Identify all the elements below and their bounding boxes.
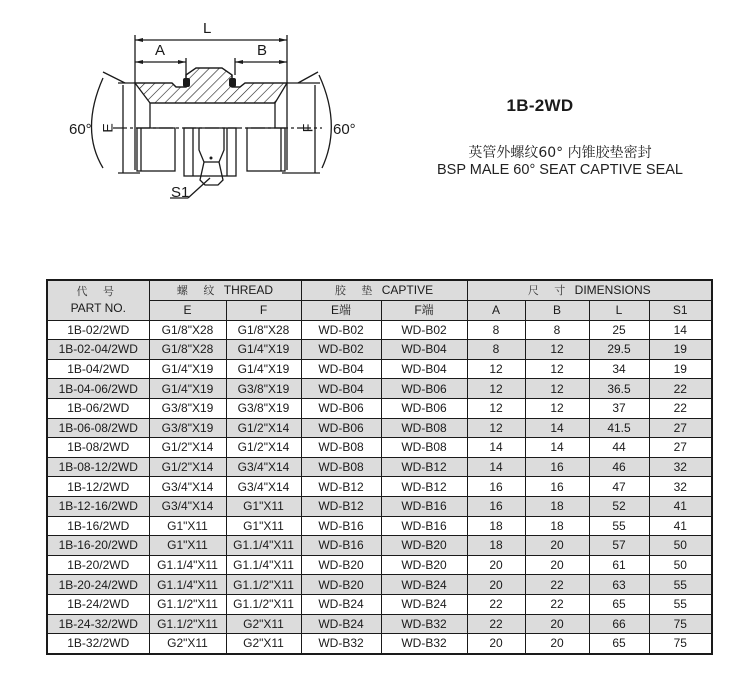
cell-thread-e: G1"X11 [149,536,226,556]
cell-dim-s1: 41 [649,496,712,516]
cell-thread-f: G1.1/4"X11 [226,536,301,556]
cell-dim-b: 18 [525,516,589,536]
cell-dim-a: 16 [467,477,525,497]
cell-thread-f: G1"X11 [226,496,301,516]
cell-dim-b: 14 [525,418,589,438]
cell-dim-s1: 75 [649,614,712,634]
fitting-cross-section-drawing [60,10,380,210]
cell-captive-e: WD-B08 [301,457,381,477]
cell-part-no: 1B-08/2WD [47,438,149,458]
cell-dim-b: 22 [525,594,589,614]
table-row [47,496,712,516]
cell-part-no: 1B-06-08/2WD [47,418,149,438]
dimension-label-A: A [155,42,166,59]
cell-captive-e: WD-B16 [301,536,381,556]
cell-part-no: 1B-16/2WD [47,516,149,536]
cell-thread-f: G1/2"X14 [226,438,301,458]
cell-captive-f: WD-B02 [381,320,467,340]
cell-dim-l: 37 [589,398,649,418]
dimension-label-S1: S1 [171,184,190,201]
cell-dim-l: 63 [589,575,649,595]
cell-dim-l: 52 [589,496,649,516]
cell-dim-l: 66 [589,614,649,634]
cell-dim-l: 47 [589,477,649,497]
cell-dim-s1: 50 [649,555,712,575]
cell-captive-f: WD-B32 [381,614,467,634]
cell-part-no: 1B-02-04/2WD [47,340,149,360]
cell-part-no: 1B-06/2WD [47,398,149,418]
cell-part-no: 1B-20-24/2WD [47,575,149,595]
cell-dim-s1: 22 [649,398,712,418]
dimension-label-E: E [99,123,116,133]
dimensions-table [46,279,713,655]
cell-captive-f: WD-B04 [381,359,467,379]
cell-dim-a: 20 [467,575,525,595]
cell-captive-f: WD-B04 [381,340,467,360]
cell-captive-f: WD-B12 [381,477,467,497]
table-row [47,536,712,556]
column-header-s1: S1 [649,301,712,321]
table-row [47,379,712,399]
cell-dim-a: 8 [467,340,525,360]
table-row [47,418,712,438]
cell-thread-e: G1/4"X19 [149,359,226,379]
column-header-a: A [467,301,525,321]
cell-dim-b: 20 [525,634,589,654]
cell-dim-b: 12 [525,340,589,360]
header-captive [301,280,467,301]
cell-part-no: 1B-12/2WD [47,477,149,497]
cell-captive-f: WD-B20 [381,536,467,556]
cell-part-no: 1B-24/2WD [47,594,149,614]
cell-dim-a: 22 [467,614,525,634]
cell-thread-e: G3/4"X14 [149,496,226,516]
cell-dim-a: 16 [467,496,525,516]
cell-thread-f: G3/8"X19 [226,398,301,418]
header-thread-cn: 螺 纹 [176,284,221,297]
cell-dim-l: 36.5 [589,379,649,399]
cell-captive-f: WD-B12 [381,457,467,477]
cell-dim-b: 18 [525,496,589,516]
table-row [47,438,712,458]
cell-captive-e: WD-B06 [301,418,381,438]
cell-captive-e: WD-B16 [301,516,381,536]
dimension-label-L: L [203,20,212,37]
cell-captive-e: WD-B08 [301,438,381,458]
subtitle-chinese: 英管外螺纹60° 内锥胶垫密封 [468,145,652,161]
cell-dim-b: 16 [525,457,589,477]
cell-captive-f: WD-B06 [381,398,467,418]
cell-dim-s1: 22 [649,379,712,399]
cell-captive-e: WD-B12 [301,477,381,497]
cell-thread-e: G1.1/4"X11 [149,575,226,595]
cell-part-no: 1B-16-20/2WD [47,536,149,556]
cell-thread-f: G2"X11 [226,634,301,654]
cell-captive-f: WD-B16 [381,516,467,536]
cell-dim-l: 34 [589,359,649,379]
table-row [47,594,712,614]
cell-dim-s1: 41 [649,516,712,536]
table-row [47,575,712,595]
cell-captive-f: WD-B08 [381,418,467,438]
column-header-f: F [226,301,301,321]
cell-captive-e: WD-B04 [301,359,381,379]
table-row [47,359,712,379]
cell-part-no: 1B-24-32/2WD [47,614,149,634]
dimension-label-F: F [299,123,316,133]
cell-dim-s1: 55 [649,575,712,595]
cell-dim-a: 20 [467,634,525,654]
cell-dim-s1: 19 [649,359,712,379]
cell-captive-f: WD-B24 [381,594,467,614]
cell-dim-s1: 27 [649,438,712,458]
cell-dim-b: 16 [525,477,589,497]
cell-captive-f: WD-B16 [381,496,467,516]
cell-thread-e: G1/2"X14 [149,457,226,477]
cell-captive-e: WD-B20 [301,575,381,595]
cell-part-no: 1B-02/2WD [47,320,149,340]
cell-dim-l: 25 [589,320,649,340]
cell-dim-l: 29.5 [589,340,649,360]
column-header-e: E [149,301,226,321]
table-row [47,614,712,634]
header-dimensions [467,280,712,301]
cell-part-no: 1B-32/2WD [47,634,149,654]
table-row [47,516,712,536]
table-row [47,457,712,477]
header-captive-cn: 胶 垫 [334,284,379,297]
cell-thread-f: G1.1/2"X11 [226,594,301,614]
table-row [47,340,712,360]
cell-dim-a: 12 [467,398,525,418]
cell-captive-f: WD-B08 [381,438,467,458]
cell-captive-e: WD-B24 [301,594,381,614]
cell-dim-a: 18 [467,516,525,536]
cell-dim-s1: 32 [649,457,712,477]
cell-thread-f: G3/4"X14 [226,457,301,477]
header-thread [149,280,301,301]
column-header-l: L [589,301,649,321]
cell-thread-e: G1"X11 [149,516,226,536]
cell-thread-f: G1/4"X19 [226,359,301,379]
cell-captive-e: WD-B06 [301,398,381,418]
column-header-f-end: F端 [381,301,467,321]
table-header-row-1 [47,280,712,301]
cell-part-no: 1B-08-12/2WD [47,457,149,477]
cell-thread-f: G1/2"X14 [226,418,301,438]
cell-part-no: 1B-12-16/2WD [47,496,149,516]
cell-dim-s1: 75 [649,634,712,654]
table-row [47,320,712,340]
cell-dim-l: 46 [589,457,649,477]
angle-label-left: 60° [69,121,92,138]
cell-dim-b: 22 [525,575,589,595]
cell-thread-e: G3/8"X19 [149,418,226,438]
column-header-e-end: E端 [301,301,381,321]
cell-captive-e: WD-B12 [301,496,381,516]
cell-thread-e: G3/8"X19 [149,398,226,418]
cell-dim-l: 61 [589,555,649,575]
cell-part-no: 1B-04-06/2WD [47,379,149,399]
cell-thread-f: G1/4"X19 [226,340,301,360]
angle-label-right: 60° [333,121,356,138]
cell-captive-f: WD-B06 [381,379,467,399]
subtitle-english: BSP MALE 60° SEAT CAPTIVE SEAL [437,162,683,178]
cell-thread-e: G1/4"X19 [149,379,226,399]
cell-thread-e: G2"X11 [149,634,226,654]
cell-dim-l: 44 [589,438,649,458]
cell-dim-a: 18 [467,536,525,556]
cell-thread-e: G1/8"X28 [149,340,226,360]
cell-thread-e: G1.1/2"X11 [149,614,226,634]
header-dimensions-cn: 尺 寸 [527,284,572,297]
cell-captive-e: WD-B04 [301,379,381,399]
cell-captive-f: WD-B24 [381,575,467,595]
cell-dim-b: 12 [525,398,589,418]
cell-thread-e: G1.1/4"X11 [149,555,226,575]
header-part-en: PART NO. [70,301,126,316]
dimension-label-B: B [257,42,268,59]
table-row [47,398,712,418]
cell-dim-a: 12 [467,379,525,399]
cell-part-no: 1B-04/2WD [47,359,149,379]
cell-thread-f: G1/8"X28 [226,320,301,340]
cell-dim-a: 20 [467,555,525,575]
cell-dim-s1: 50 [649,536,712,556]
cell-dim-b: 20 [525,555,589,575]
header-dimensions-en: DIMENSIONS [574,283,651,297]
header-thread-en: THREAD [223,283,274,297]
column-header-b: B [525,301,589,321]
header-captive-en: CAPTIVE [381,283,434,297]
cell-dim-a: 14 [467,457,525,477]
header-part-cn: 代 号 [76,285,120,299]
cell-dim-b: 14 [525,438,589,458]
cell-dim-l: 41.5 [589,418,649,438]
table-row [47,477,712,497]
table-row [47,634,712,654]
cell-captive-e: WD-B20 [301,555,381,575]
cell-captive-e: WD-B32 [301,634,381,654]
cell-thread-f: G1.1/4"X11 [226,555,301,575]
cell-dim-l: 65 [589,634,649,654]
cell-dim-a: 22 [467,594,525,614]
cell-dim-a: 12 [467,418,525,438]
cell-dim-l: 57 [589,536,649,556]
cell-dim-s1: 19 [649,340,712,360]
cell-dim-b: 20 [525,614,589,634]
cell-dim-l: 55 [589,516,649,536]
cell-dim-a: 14 [467,438,525,458]
cell-dim-s1: 32 [649,477,712,497]
cell-dim-b: 20 [525,536,589,556]
cell-captive-e: WD-B02 [301,320,381,340]
cell-captive-f: WD-B20 [381,555,467,575]
cell-dim-b: 12 [525,359,589,379]
table-row [47,555,712,575]
cell-dim-b: 8 [525,320,589,340]
cell-thread-e: G1/8"X28 [149,320,226,340]
header-part-no [47,280,149,320]
cell-thread-f: G2"X11 [226,614,301,634]
cell-dim-a: 8 [467,320,525,340]
cell-dim-s1: 14 [649,320,712,340]
cell-captive-f: WD-B32 [381,634,467,654]
cell-dim-a: 12 [467,359,525,379]
model-title: 1B-2WD [506,96,574,115]
cell-part-no: 1B-20/2WD [47,555,149,575]
cell-thread-f: G3/4"X14 [226,477,301,497]
cell-captive-e: WD-B24 [301,614,381,634]
cell-dim-l: 65 [589,594,649,614]
cell-thread-e: G1/2"X14 [149,438,226,458]
cell-dim-s1: 55 [649,594,712,614]
cell-thread-e: G1.1/2"X11 [149,594,226,614]
cell-dim-b: 12 [525,379,589,399]
cell-dim-s1: 27 [649,418,712,438]
cell-thread-f: G3/8"X19 [226,379,301,399]
cell-thread-f: G1.1/2"X11 [226,575,301,595]
cell-thread-f: G1"X11 [226,516,301,536]
cell-captive-e: WD-B02 [301,340,381,360]
cell-thread-e: G3/4"X14 [149,477,226,497]
